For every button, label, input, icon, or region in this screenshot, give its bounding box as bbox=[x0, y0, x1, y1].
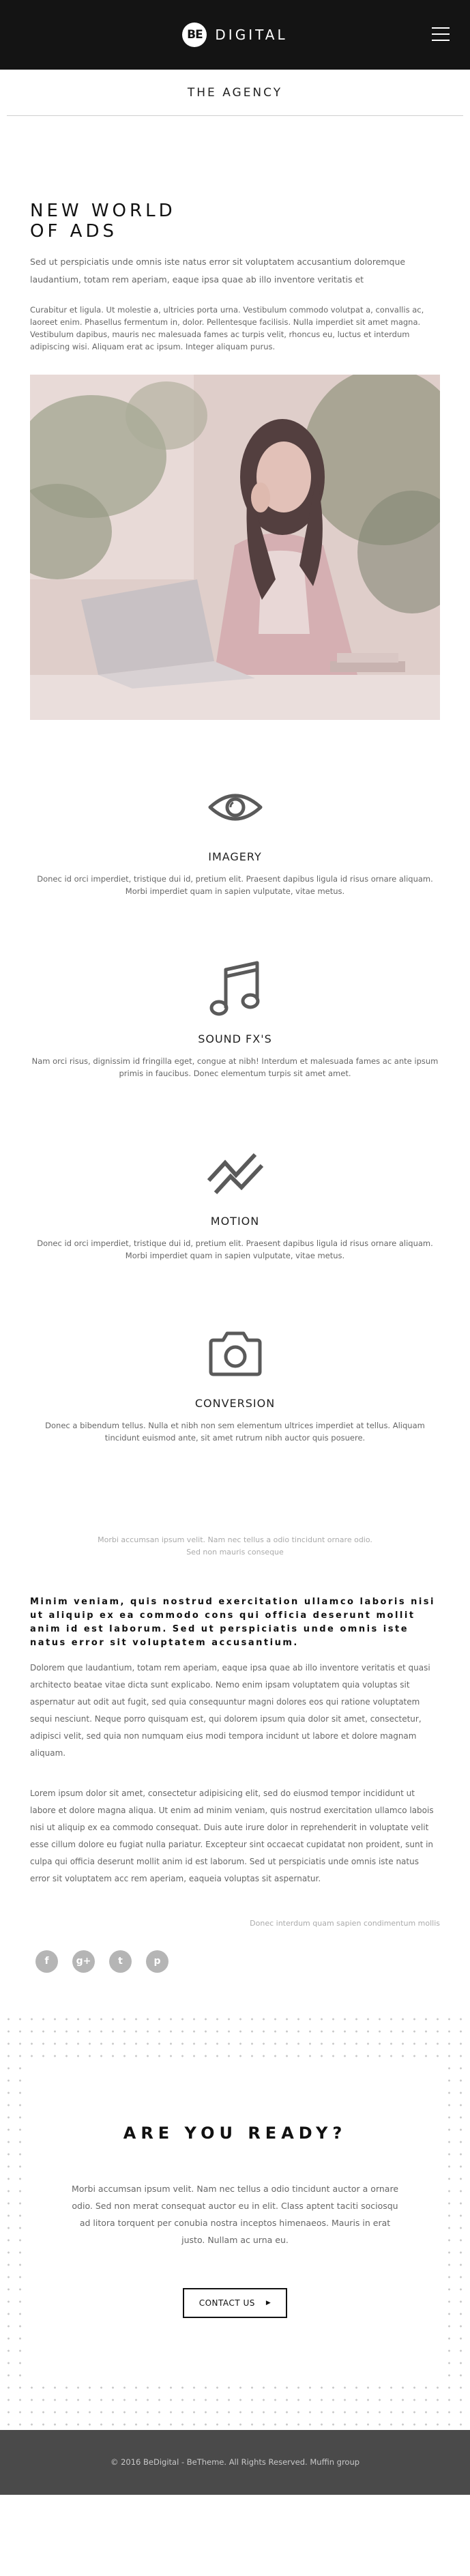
eye-icon bbox=[206, 778, 265, 837]
feature-title: MOTION bbox=[210, 1214, 260, 1228]
small-quote: Morbi accumsan ipsum velit. Nam nec tellus a odio tincidunt ornare odio. Sed non mauris conseque bbox=[98, 1535, 372, 1557]
hamburger-menu-icon[interactable] bbox=[432, 27, 450, 41]
feature-motion bbox=[0, 1142, 470, 1325]
social-links bbox=[0, 1930, 470, 2010]
pinterest-icon[interactable]: p bbox=[146, 1950, 168, 1973]
feature-text: Donec a bibendum tellus. Nulla et nibh non sem elementum ultrices imperdiet at tellus. Aliquam tincidunt euismod ante, sit amet rutrum nibh auctor quis posuere. bbox=[45, 1420, 425, 1443]
content-paragraph-1: Dolorem que laudantium, totam rem aperiam, eaque ipsa quae ab illo inventore veritatis et quasi architecto beatae vitae dicta sunt explicabo. Nemo enim ipsam voluptatem quia voluptas sit aspernatur aut odit aut fugit, sed quia consequuntur magni dolores eos qui ratione voluptatem sequi nesciunt. Neque porro quisquam est, qui dolorem ipsum quia dolor sit amet, consectetur, adipisci velit, sed quia non numquam eius modi tempora incidunt ut labore et dolore magnam aliquam. bbox=[30, 1662, 430, 1758]
feature-text: Donec id orci imperdiet, tristique dui id, pretium elit. Praesent dapibus ligula id risus ornare aliquam. Morbi imperdiet quam in sapien vulputate, vitae metus. bbox=[37, 1238, 433, 1260]
logo-text: DIGITAL bbox=[215, 27, 288, 43]
feature-imagery bbox=[0, 778, 470, 960]
camera-icon bbox=[206, 1325, 265, 1383]
music-note-icon bbox=[206, 960, 265, 1019]
site-footer bbox=[0, 2430, 470, 2495]
contact-us-label: CONTACT US bbox=[199, 2298, 255, 2308]
trending-icon bbox=[206, 1142, 265, 1201]
cta-box bbox=[22, 2062, 448, 2379]
feature-title: CONVERSION bbox=[194, 1396, 276, 1410]
intro-section bbox=[0, 116, 470, 353]
feature-conversion bbox=[0, 1325, 470, 1507]
feature-title: IMAGERY bbox=[208, 850, 262, 863]
footer-copyright: © 2016 BeDigital - BeTheme. All Rights Reserved. Muffin group bbox=[110, 2457, 360, 2468]
hero-photo bbox=[30, 375, 440, 720]
arrow-right-icon: ▶ bbox=[265, 2299, 271, 2306]
site-header bbox=[0, 0, 470, 70]
feature-sound bbox=[0, 960, 470, 1142]
content-headline: Minim veniam, quis nostrud exercitation ullamco laboris nisi ut aliquip ex ea commodo cons qui officia deserunt mollit anim id est laborum. Sed ut perspiciatis unde omnis iste natus error sit voluptatem accusantium. bbox=[30, 1596, 435, 1648]
page-title: THE AGENCY bbox=[187, 85, 283, 100]
signature-quote: Donec interdum quam sapien condimentum mollis bbox=[250, 1918, 440, 1928]
features-section bbox=[0, 720, 470, 1507]
intro-body: Curabitur et ligula. Ut molestie a, ultricies porta urna. Vestibulum commodo volutpat a, convallis ac, laoreet enim. Phasellus fermentum in, dolor. Pellentesque facilisis. Nulla imperdiet sit amet magna. Vestibulum dapibus, mauris nec malesuada fames ac turpis velit, rhoncus eu, luctus et interdum adipiscing wisi. Aliquam erat ac ipsum. Integer aliquam purus. bbox=[30, 304, 424, 351]
intro-heading bbox=[30, 201, 440, 242]
cta-text: Morbi accumsan ipsum velit. Nam nec tellus a odio tincidunt auctor a ornare odio. Sed non merat consequat auctor eu in elit. Class aptent taciti sociosqu ad litora torquent per conubia nostra inceptos himenaeos. Mauris in erat justo. Nullam ac urna eu. bbox=[71, 2183, 399, 2245]
intro-heading-line1: NEW WORLD bbox=[30, 201, 176, 221]
feature-title: SOUND FX'S bbox=[198, 1032, 272, 1045]
content-paragraph-2: Lorem ipsum dolor sit amet, consectetur adipisicing elit, sed do eiusmod tempor incididunt ut labore et dolore magna aliqua. Ut enim ad minim veniam, quis nostrud exercitation ullamco labois nisi ut aliquip ex ea commodo consequat. Duis aute irure dolor in reprehenderit in voluptate velit esse cillum dolore eu fugiat nulla pariatur. Excepteur sint occaecat cupidatat non proident, sunt in culpa qui officia deserunt mollit anim id est laborum. Sed ut perspiciatis unde omnis iste natus error sit voluptatem acc rem aperiam, eaqueia voluptas sit aspernatur. bbox=[30, 1788, 434, 1883]
google-plus-icon[interactable]: g+ bbox=[72, 1950, 95, 1973]
page-subheader bbox=[7, 70, 463, 116]
logo-mark: BE bbox=[182, 23, 207, 47]
cta-title: ARE YOU READY? bbox=[123, 2123, 347, 2143]
cta-section bbox=[0, 2010, 470, 2430]
intro-lead: Sed ut perspiciatis unde omnis iste natus error sit voluptatem accusantium doloremque laudantium, totam rem aperiam, eaque ipsa quae ab illo inventore veritatis et bbox=[30, 256, 406, 285]
facebook-icon[interactable]: f bbox=[35, 1950, 58, 1973]
feature-text: Donec id orci imperdiet, tristique dui id, pretium elit. Praesent dapibus ligula id risus ornare aliquam. Morbi imperdiet quam in sapien vulputate, vitae metus. bbox=[37, 873, 433, 896]
twitter-icon[interactable]: t bbox=[109, 1950, 132, 1973]
contact-us-button[interactable] bbox=[183, 2288, 288, 2318]
logo[interactable] bbox=[182, 23, 287, 47]
content-section bbox=[0, 1595, 470, 1887]
intro-heading-line2: OF ADS bbox=[30, 220, 117, 242]
feature-text: Nam orci risus, dignissim id fringilla eget, congue at nibh! Interdum et malesuada fames ac ante ipsum primis in faucibus. Donec elementum turpis sit amet amet. bbox=[31, 1056, 439, 1078]
